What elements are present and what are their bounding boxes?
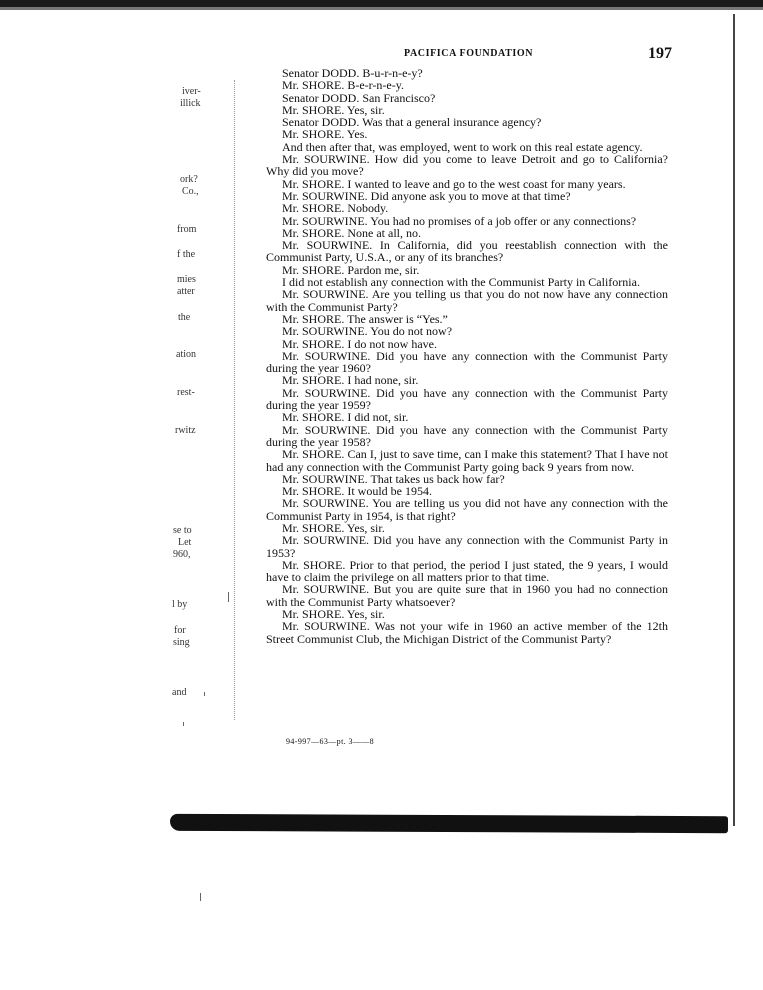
page-number: 197 [648, 45, 672, 62]
testimony-line: Mr. SHORE. I had none, sir. [282, 373, 419, 388]
testimony-line: Mr. SHORE. The answer is “Yes.” [282, 311, 448, 326]
page-header [404, 45, 684, 66]
margin-fragment: f the [177, 249, 196, 260]
testimony-line: Mr. SHORE. I did not, sir. [282, 410, 409, 425]
testimony-line: Mr. SOURWINE. How did you come to leave Detroit and go to California? Why did you move? [266, 152, 668, 179]
scan-mark [200, 893, 201, 901]
top-scan-border [0, 0, 763, 7]
testimony-line: Mr. SOURWINE. Did anyone ask you to move at that time? [282, 188, 571, 203]
testimony-line: Mr. SHORE. I do not now have. [282, 336, 437, 351]
testimony-line: Mr. SOURWINE. That takes us back how far? [282, 471, 505, 486]
gutter-line [234, 80, 235, 720]
testimony-line: Mr. SHORE. It would be 1954. [282, 484, 432, 499]
testimony-line: Mr. SOURWINE. You had no promises of a job offer or any connections? [282, 213, 637, 228]
margin-fragment: l by [172, 599, 188, 610]
testimony-line: And then after that, was employed, went to work on this real estate agency. [282, 139, 643, 154]
margin-fragment: rwitz [175, 425, 196, 436]
margin-fragment: the [178, 312, 191, 323]
testimony-line: Senator DODD. San Francisco? [282, 90, 436, 105]
top-scan-shadow [0, 7, 763, 10]
margin-fragment: rest- [177, 387, 195, 398]
testimony-line: Mr. SHORE. Nobody. [282, 201, 389, 216]
testimony-line: Mr. SHORE. None at all, no. [282, 225, 421, 240]
margin-fragment: from [177, 224, 197, 235]
testimony-line: Mr. SOURWINE. In California, did you reestablish connection with the Communist Party, U.S.A., or any of its branches? [266, 238, 668, 265]
print-code: 94-997—63—pt. 3——8 [286, 737, 375, 746]
testimony-line: Mr. SOURWINE. Are you telling us that you do not now have any connection with the Communist Party? [266, 287, 668, 314]
scan-bottom-shadow [170, 814, 728, 833]
testimony-line: Mr. SHORE. Yes. [282, 127, 368, 142]
testimony-line: Mr. SHORE. Yes, sir. [282, 520, 385, 535]
margin-fragment: illick [180, 98, 201, 109]
scan-mark [204, 692, 205, 696]
testimony-line: Mr. SOURWINE. Did you have any connection with the Communist Party during the year 1959? [266, 385, 668, 413]
margin-fragment: 960, [173, 549, 191, 560]
testimony-line: Mr. SHORE. Can I, just to save time, can I make this statement? That I have not had any connection with the Communist Party going back 9 years from now. [266, 447, 668, 474]
testimony-line: Mr. SHORE. Prior to that period, the period I just stated, the 9 years, I would have to claim the privilege on all matters prior to that time. [266, 557, 668, 585]
scan-mark [228, 592, 229, 602]
margin-fragment: sing [173, 637, 190, 648]
testimony-line: Mr. SOURWINE. You are telling us you did not have any connection with the Communist Party in 1954, is that right? [266, 496, 668, 523]
margin-fragment: Let [178, 537, 192, 548]
margin-fragment: ation [176, 349, 196, 360]
testimony-line: Mr. SOURWINE. Was not your wife in 1960 an active member of the 12th Street Communist Club, the Michigan District of the Communist Party? [266, 619, 668, 646]
margin-fragment: atter [177, 286, 195, 297]
testimony-line: Mr. SHORE. B-e-r-n-e-y. [282, 78, 404, 93]
running-head: PACIFICA FOUNDATION [404, 48, 534, 59]
testimony-line: Mr. SOURWINE. Did you have any connection with the Communist Party during the year 1960? [266, 348, 668, 376]
testimony-line: Senator DODD. B-u-r-n-e-y? [282, 66, 423, 80]
margin-fragment: se to [173, 525, 192, 536]
testimony-line: Mr. SHORE. I wanted to leave and go to the west coast for many years. [282, 176, 626, 191]
testimony-text [266, 67, 668, 645]
margin-fragment: Co., [182, 186, 199, 197]
testimony-line: Mr. SHORE. Yes, sir. [282, 607, 385, 622]
margin-fragment: for [174, 625, 186, 636]
testimony-line: Mr. SHORE. Pardon me, sir. [282, 262, 420, 277]
testimony-line: Mr. SOURWINE. Did you have any connection with the Communist Party during the year 1958? [266, 422, 668, 449]
testimony-line: Mr. SOURWINE. Did you have any connection with the Communist Party in 1953? [266, 533, 668, 560]
margin-fragment: and [172, 687, 187, 698]
margin-fragment: mies [177, 274, 196, 285]
testimony-line: Mr. SOURWINE. But you are quite sure that in 1960 you had no connection with the Communist Party whatsoever? [266, 582, 668, 609]
testimony-line: I did not establish any connection with the Communist Party in California. [282, 275, 640, 290]
testimony-line: Mr. SOURWINE. You do not now? [282, 324, 453, 339]
margin-fragment: ork? [180, 174, 198, 185]
margin-fragment: iver- [182, 86, 201, 97]
testimony-line: Senator DODD. Was that a general insurance agency? [282, 115, 542, 130]
scan-mark [183, 722, 184, 726]
page-edge-line [733, 14, 735, 826]
testimony-line: Mr. SHORE. Yes, sir. [282, 102, 385, 117]
